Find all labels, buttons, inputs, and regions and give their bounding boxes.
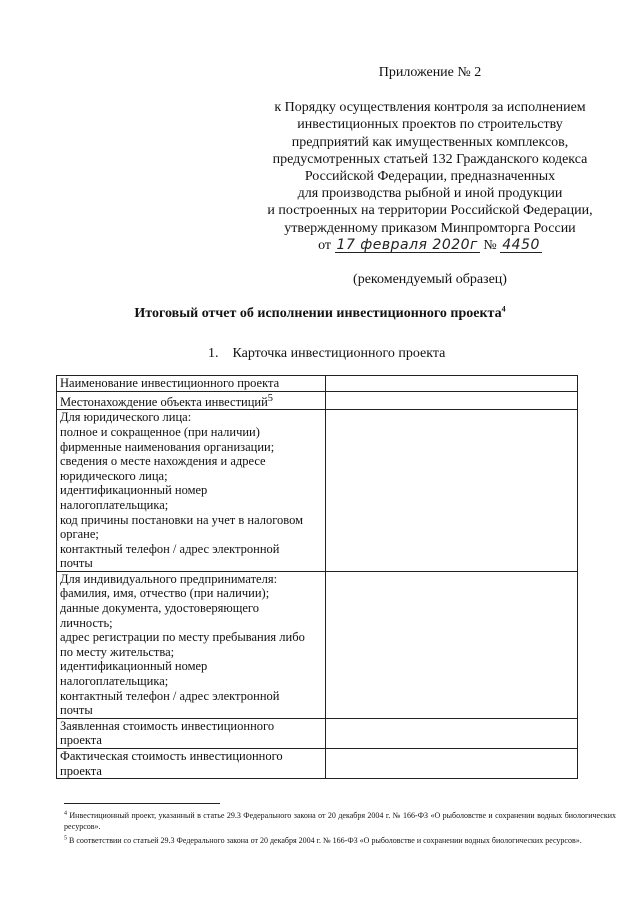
order-reference xyxy=(245,237,615,254)
row-label-line: данные документа, удостоверяющего xyxy=(60,601,259,616)
appendix-line: и построенных на территории Российской Федерации, xyxy=(267,203,593,219)
table-row xyxy=(57,571,578,718)
row-label-line: контактный телефон / адрес электронной xyxy=(60,688,280,703)
footnotes xyxy=(64,810,616,849)
project-card-table-body xyxy=(57,376,578,779)
row-label-line: сведения о месте нахождения и адресе xyxy=(60,454,266,469)
row-label-line: проекта xyxy=(60,763,102,778)
appendix-line: предусмотренных статьей 132 Гражданского кодекса xyxy=(272,151,588,167)
order-number-handwritten: 4450 xyxy=(502,236,540,253)
appendix-line: утвержденному приказом Минпромторга России xyxy=(284,220,576,236)
sample-note: (рекомендуемый образец) xyxy=(353,272,507,287)
row-label-cell xyxy=(57,749,326,779)
order-number-label: № xyxy=(483,237,497,253)
row-label-line: почты xyxy=(60,703,93,718)
row-label-line: личность; xyxy=(60,615,113,630)
footnote-mark: 5 xyxy=(64,835,67,842)
row-label-line: Наименование инвестиционного проекта xyxy=(60,376,280,390)
row-label-cell xyxy=(57,391,326,410)
appendix-line: инвестиционных проектов по строительству xyxy=(297,117,563,133)
order-date-handwritten: 17 февраля 2020г xyxy=(336,236,478,253)
table-row xyxy=(57,391,578,410)
footnote-text: В соответствии со статьей 29.3 Федерального закона от 20 декабря 2004 г. № 166-ФЗ «О рыболовстве и сохранении водных биологических ресурсов». xyxy=(69,836,582,845)
appendix-line: предприятий как имущественных комплексов, xyxy=(291,134,569,150)
row-label-cell xyxy=(57,410,326,572)
row-label-line: юридического лица; xyxy=(60,468,168,483)
row-label-line: органе; xyxy=(60,527,99,542)
row-label-line: Заявленная стоимость инвестиционного xyxy=(60,718,275,733)
appendix-line: Российской Федерации, предназначенных xyxy=(304,169,556,185)
table-row xyxy=(57,410,578,572)
row-value-cell[interactable] xyxy=(326,391,578,410)
appendix-header xyxy=(245,64,615,254)
row-label-line: Для юридического лица: xyxy=(60,410,192,425)
row-label-line: налогоплательщика; xyxy=(60,497,169,512)
row-label-cell xyxy=(57,718,326,748)
appendix-line: для производства рыбной и иной продукции xyxy=(297,186,563,202)
section-title: Карточка инвестиционного проекта xyxy=(232,346,446,361)
row-footnote-mark: 5 xyxy=(267,392,273,404)
row-label-line: фамилия, имя, отчество (при наличии); xyxy=(60,586,270,601)
report-title xyxy=(0,306,640,322)
row-label-line: Для индивидуального предпринимателя: xyxy=(60,571,278,586)
appendix-title: Приложение № 2 xyxy=(378,65,482,80)
footnote-item xyxy=(64,810,616,832)
appendix-line: к Порядку осуществления контроля за исполнением xyxy=(274,100,586,116)
row-label-line: фирменные наименования организации; xyxy=(60,439,275,454)
row-label-cell xyxy=(57,376,326,392)
project-card-table xyxy=(56,375,578,779)
row-label-line: налогоплательщика; xyxy=(60,674,169,689)
row-label-line: идентификационный номер xyxy=(60,659,208,674)
footnote-item xyxy=(64,835,616,846)
footnote-mark: 4 xyxy=(64,810,67,817)
report-title-footnote-mark: 4 xyxy=(501,304,506,314)
table-row xyxy=(57,749,578,779)
row-label-line: код причины постановки на учет в налоговом xyxy=(60,512,304,527)
row-value-cell[interactable] xyxy=(326,376,578,392)
footnote-divider xyxy=(64,803,220,804)
row-value-cell[interactable] xyxy=(326,571,578,718)
section-heading xyxy=(208,346,445,362)
row-label-line: полное и сокращенное (при наличии) xyxy=(60,424,260,439)
row-value-cell[interactable] xyxy=(326,718,578,748)
row-label-line: Фактическая стоимость инвестиционного xyxy=(60,749,283,763)
section-number: 1. xyxy=(208,346,219,361)
table-row xyxy=(57,718,578,748)
table-row xyxy=(57,376,578,392)
row-label-line: по месту жительства; xyxy=(60,644,175,659)
row-label-line: почты xyxy=(60,556,93,571)
row-label-line: контактный телефон / адрес электронной xyxy=(60,541,280,556)
row-label-line: адрес регистрации по месту пребывания либо xyxy=(60,630,305,645)
row-label-line: Местонахождение объекта инвестиций xyxy=(60,394,268,409)
footnote-text: Инвестиционный проект, указанный в статье 29.3 Федерального закона от 20 декабря 2004 г. № 166-ФЗ «О рыболовстве и сохранении водных биологических ресурсов». xyxy=(64,811,616,831)
report-title-text: Итоговый отчет об исполнении инвестиционного проекта xyxy=(134,306,502,321)
row-label-line: идентификационный номер xyxy=(60,483,208,498)
row-value-cell[interactable] xyxy=(326,410,578,572)
order-prefix: от xyxy=(318,237,332,253)
row-label-cell xyxy=(57,571,326,718)
row-value-cell[interactable] xyxy=(326,749,578,779)
row-label-line: проекта xyxy=(60,733,102,748)
